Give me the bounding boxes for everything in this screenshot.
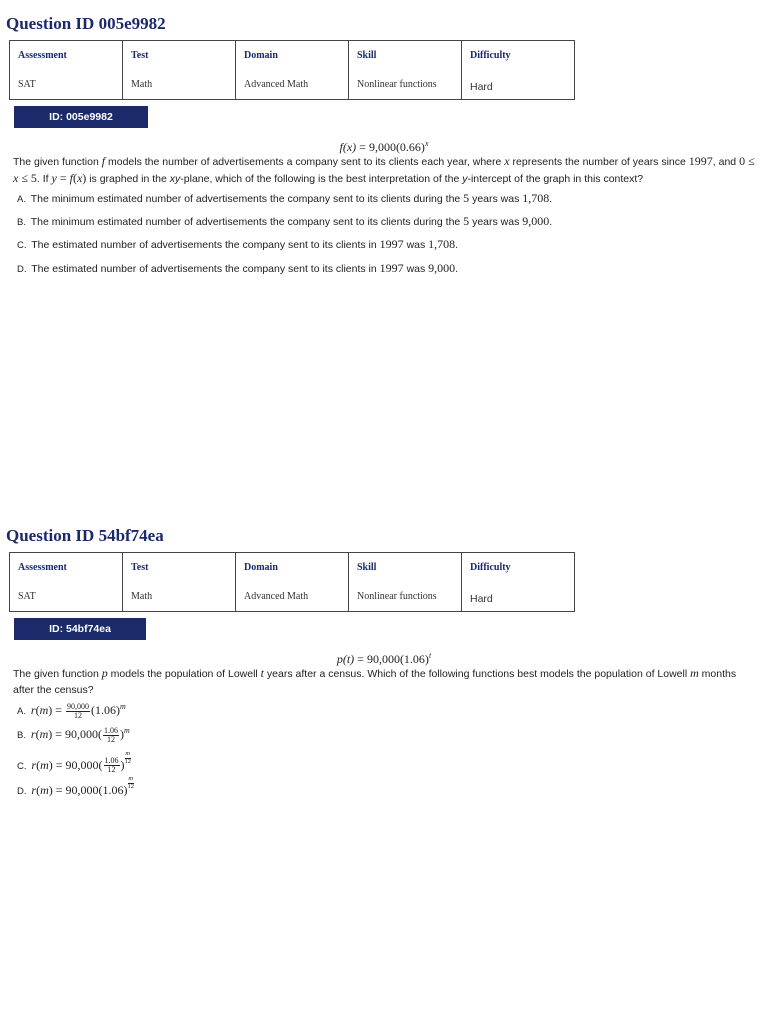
meta-value-skill: Nonlinear functions <box>357 591 437 602</box>
choice-text: . <box>549 193 553 205</box>
stem-variable: t <box>260 666 265 680</box>
meta-header-domain: Domain <box>244 50 278 61</box>
question-title: Question ID 54bf74ea <box>6 526 164 545</box>
choice-text: years was <box>469 193 523 205</box>
question-meta-table <box>9 552 575 612</box>
choice-letter: B. <box>17 217 26 228</box>
formula-exponent: x <box>424 139 429 148</box>
formula-lhs: f(x) <box>339 140 357 154</box>
question-stem: The given function f models the number of advertisements a company sent to its clients each year, where x represents the number of years since 1997, and 0 ≤ x ≤ 5. If y = f(x) is graphed in the xy-plane, which of the following is the best interpretation of the y-intercept of the graph in this context? <box>13 154 755 185</box>
choice-number: 5 <box>463 214 470 228</box>
choice-number: 9,000 <box>522 214 550 228</box>
choice-number: 1997 <box>379 237 404 251</box>
question-id-badge: ID: 005e9982 <box>14 106 148 128</box>
choice-letter: B. <box>17 730 26 741</box>
stem-text: months after the census? <box>13 668 737 696</box>
meta-header-difficulty: Difficulty <box>470 562 511 573</box>
meta-cell-skill <box>349 553 462 612</box>
meta-header-assessment: Assessment <box>18 50 67 61</box>
meta-cell-test <box>123 553 236 612</box>
formula-rhs: 90,000(1.06) <box>366 652 429 666</box>
answer-choice-b[interactable] <box>17 726 130 744</box>
formula-exponent: t <box>428 651 432 660</box>
answer-choice-a[interactable] <box>17 702 126 720</box>
answer-choice-c[interactable] <box>17 751 131 774</box>
meta-value-difficulty: Hard <box>470 593 493 605</box>
stem-variable: p <box>101 666 108 680</box>
choice-number: 9,000 <box>428 261 456 275</box>
choice-formula: r(m) = 90,000(1.06) $\frac{m}{12}$ <box>31 775 135 797</box>
choice-letter: A. <box>17 194 26 205</box>
choice-text: The estimated number of advertisements the company sent to its clients in <box>31 263 380 275</box>
meta-header-skill: Skill <box>357 50 377 61</box>
formula-lhs: p(t) <box>336 652 355 666</box>
meta-header-domain: Domain <box>244 562 278 573</box>
question-stem <box>13 666 758 698</box>
choice-text: . <box>549 216 553 228</box>
meta-header-test: Test <box>131 562 149 573</box>
meta-header-test: Test <box>131 50 149 61</box>
function-formula: $f(x) = 9,000(0.66)^x$ <box>339 139 429 154</box>
formula-rhs: 9,000(0.66) <box>368 140 425 154</box>
choice-number: 1997 <box>379 261 404 275</box>
meta-value-domain: Advanced Math <box>244 591 309 602</box>
choice-letter: A. <box>17 706 26 717</box>
choice-text: . <box>455 239 459 251</box>
meta-cell-assessment <box>10 553 123 612</box>
meta-header-skill: Skill <box>357 562 377 573</box>
meta-value-test: Math <box>131 591 153 602</box>
choice-letter: D. <box>17 785 27 797</box>
choice-text: The minimum estimated number of advertisements the company sent to its clients during the <box>30 193 464 205</box>
meta-cell-difficulty <box>462 553 575 612</box>
meta-value-difficulty: Hard <box>470 81 493 93</box>
choice-text: . <box>455 263 459 275</box>
choice-text: was <box>403 239 429 251</box>
choice-text: The estimated number of advertisements the company sent to its clients in <box>31 239 380 251</box>
meta-value-domain: Advanced Math <box>244 79 309 90</box>
stem-text: The given function <box>13 668 102 680</box>
meta-value-skill: Nonlinear functions <box>357 79 437 90</box>
choice-number: 5 <box>463 191 470 205</box>
choice-letter: C. <box>17 760 27 772</box>
question-title: Question ID 005e9982 <box>6 14 166 33</box>
choice-number: 1,708 <box>428 237 456 251</box>
question-id-badge: ID: 54bf74ea <box>14 618 146 640</box>
meta-header-difficulty: Difficulty <box>470 50 511 61</box>
meta-value-assessment: SAT <box>18 591 36 602</box>
choice-text: The minimum estimated number of advertisements the company sent to its clients during the <box>30 216 464 228</box>
choice-number: 1,708 <box>522 191 550 205</box>
answer-choice-d[interactable] <box>17 776 134 798</box>
stem-variable: m <box>690 666 699 680</box>
choice-formula: r(m) = $\frac{90,000}{12}$ $(1.06)^m$ <box>30 701 126 720</box>
choice-text: years was <box>469 216 523 228</box>
choice-formula: r(m) = 90,000( $\frac{1.06}{12}$ ) $\frac{m}{12}$ <box>31 750 132 775</box>
function-formula: $p(t) = 90,000(1.06)^t$ <box>336 651 432 666</box>
meta-header-assessment: Assessment <box>18 562 67 573</box>
choice-text: was <box>403 263 429 275</box>
stem-text: models the population of Lowell <box>107 668 261 680</box>
meta-value-test: Math <box>131 79 153 90</box>
choice-letter: C. <box>17 240 27 251</box>
choice-letter: D. <box>17 264 27 275</box>
choice-formula: r(m) = 90,000( $\frac{1.06}{12}$ )$^m$ <box>30 725 130 744</box>
meta-value-assessment: SAT <box>18 79 36 90</box>
stem-text: years after a census. Which of the following functions best models the population of Lowell <box>264 668 691 680</box>
meta-cell-domain <box>236 553 349 612</box>
